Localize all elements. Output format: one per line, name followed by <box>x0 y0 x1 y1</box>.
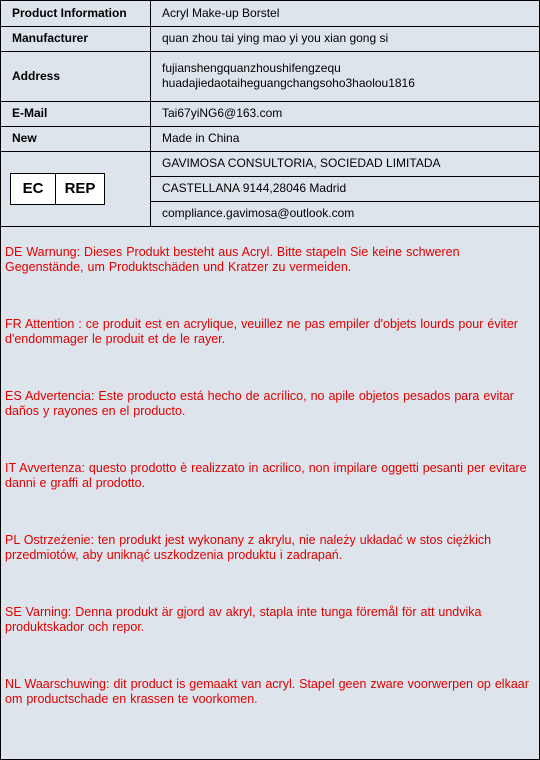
warning-es: ES Advertencia: Este producto está hecho de acrílico, no apile objetos pesados para evitar daños y rayones en el producto. <box>5 389 514 418</box>
ec-rep-symbol <box>10 173 105 205</box>
address-value <box>151 51 540 101</box>
address-line-2: huadajiedaotaiheguangchangsoho3haolou1816 <box>162 76 415 90</box>
table-row <box>1 151 539 176</box>
ec-rep-symbol-cell <box>1 151 151 226</box>
product-information-value: Acryl Make-up Borstel <box>151 1 540 26</box>
ec-rep-email-link[interactable]: compliance.gavimosa@outlook.com <box>151 201 540 226</box>
product-info-table <box>1 1 539 227</box>
warning-de: DE Warnung: Dieses Produkt besteht aus Acryl. Bitte stapeln Sie keine schweren Gegenstände, um Produktschäden und Kratzer zu vermeiden. <box>5 245 460 274</box>
warnings-section <box>5 245 535 749</box>
new-label: New <box>1 126 151 151</box>
warning-fr: FR Attention : ce produit est en acrylique, veuillez ne pas empiler d'objets lourds pour éviter d'endommager le produit et de le rayer. <box>5 317 518 346</box>
rep-symbol-text: REP <box>64 180 96 197</box>
warning-pl: PL Ostrzeżenie: ten produkt jest wykonany z akrylu, nie należy układać w stos ciężkich przedmiotów, aby uniknąć uszkodzenia produktu i zadrapań. <box>5 533 492 562</box>
table-row <box>1 26 539 51</box>
table-row <box>1 101 539 126</box>
ec-symbol-text: EC <box>11 174 56 204</box>
manufacturer-label: Manufacturer <box>1 26 151 51</box>
warning-nl: NL Waarschuwing: dit product is gemaakt van acryl. Stapel geen zware voorwerpen op elkaar om productschade en krassen te voorkomen. <box>5 677 529 706</box>
ec-rep-company: GAVIMOSA CONSULTORIA, SOCIEDAD LIMITADA <box>151 151 540 176</box>
warning-it: IT Avvertenza: questo prodotto è realizzato in acrilico, non impilare oggetti pesanti per evitare danni e graffi al prodotto. <box>5 461 527 490</box>
table-row <box>1 126 539 151</box>
manufacturer-value: quan zhou tai ying mao yi you xian gong si <box>151 26 540 51</box>
address-line-1: fujianshengquanzhoushifengzequ <box>162 61 341 75</box>
new-value: Made in China <box>151 126 540 151</box>
table-row <box>1 1 539 26</box>
table-row <box>1 51 539 101</box>
address-label: Address <box>1 51 151 101</box>
ec-rep-address: CASTELLANA 9144,28046 Madrid <box>151 176 540 201</box>
email-label: E-Mail <box>1 101 151 126</box>
email-value: Tai67yiNG6@163.com <box>151 101 540 126</box>
product-information-label: Product Information <box>1 1 151 26</box>
warning-se: SE Varning: Denna produkt är gjord av akryl, stapla inte tunga föremål för att undvika produktskador och repor. <box>5 605 482 634</box>
